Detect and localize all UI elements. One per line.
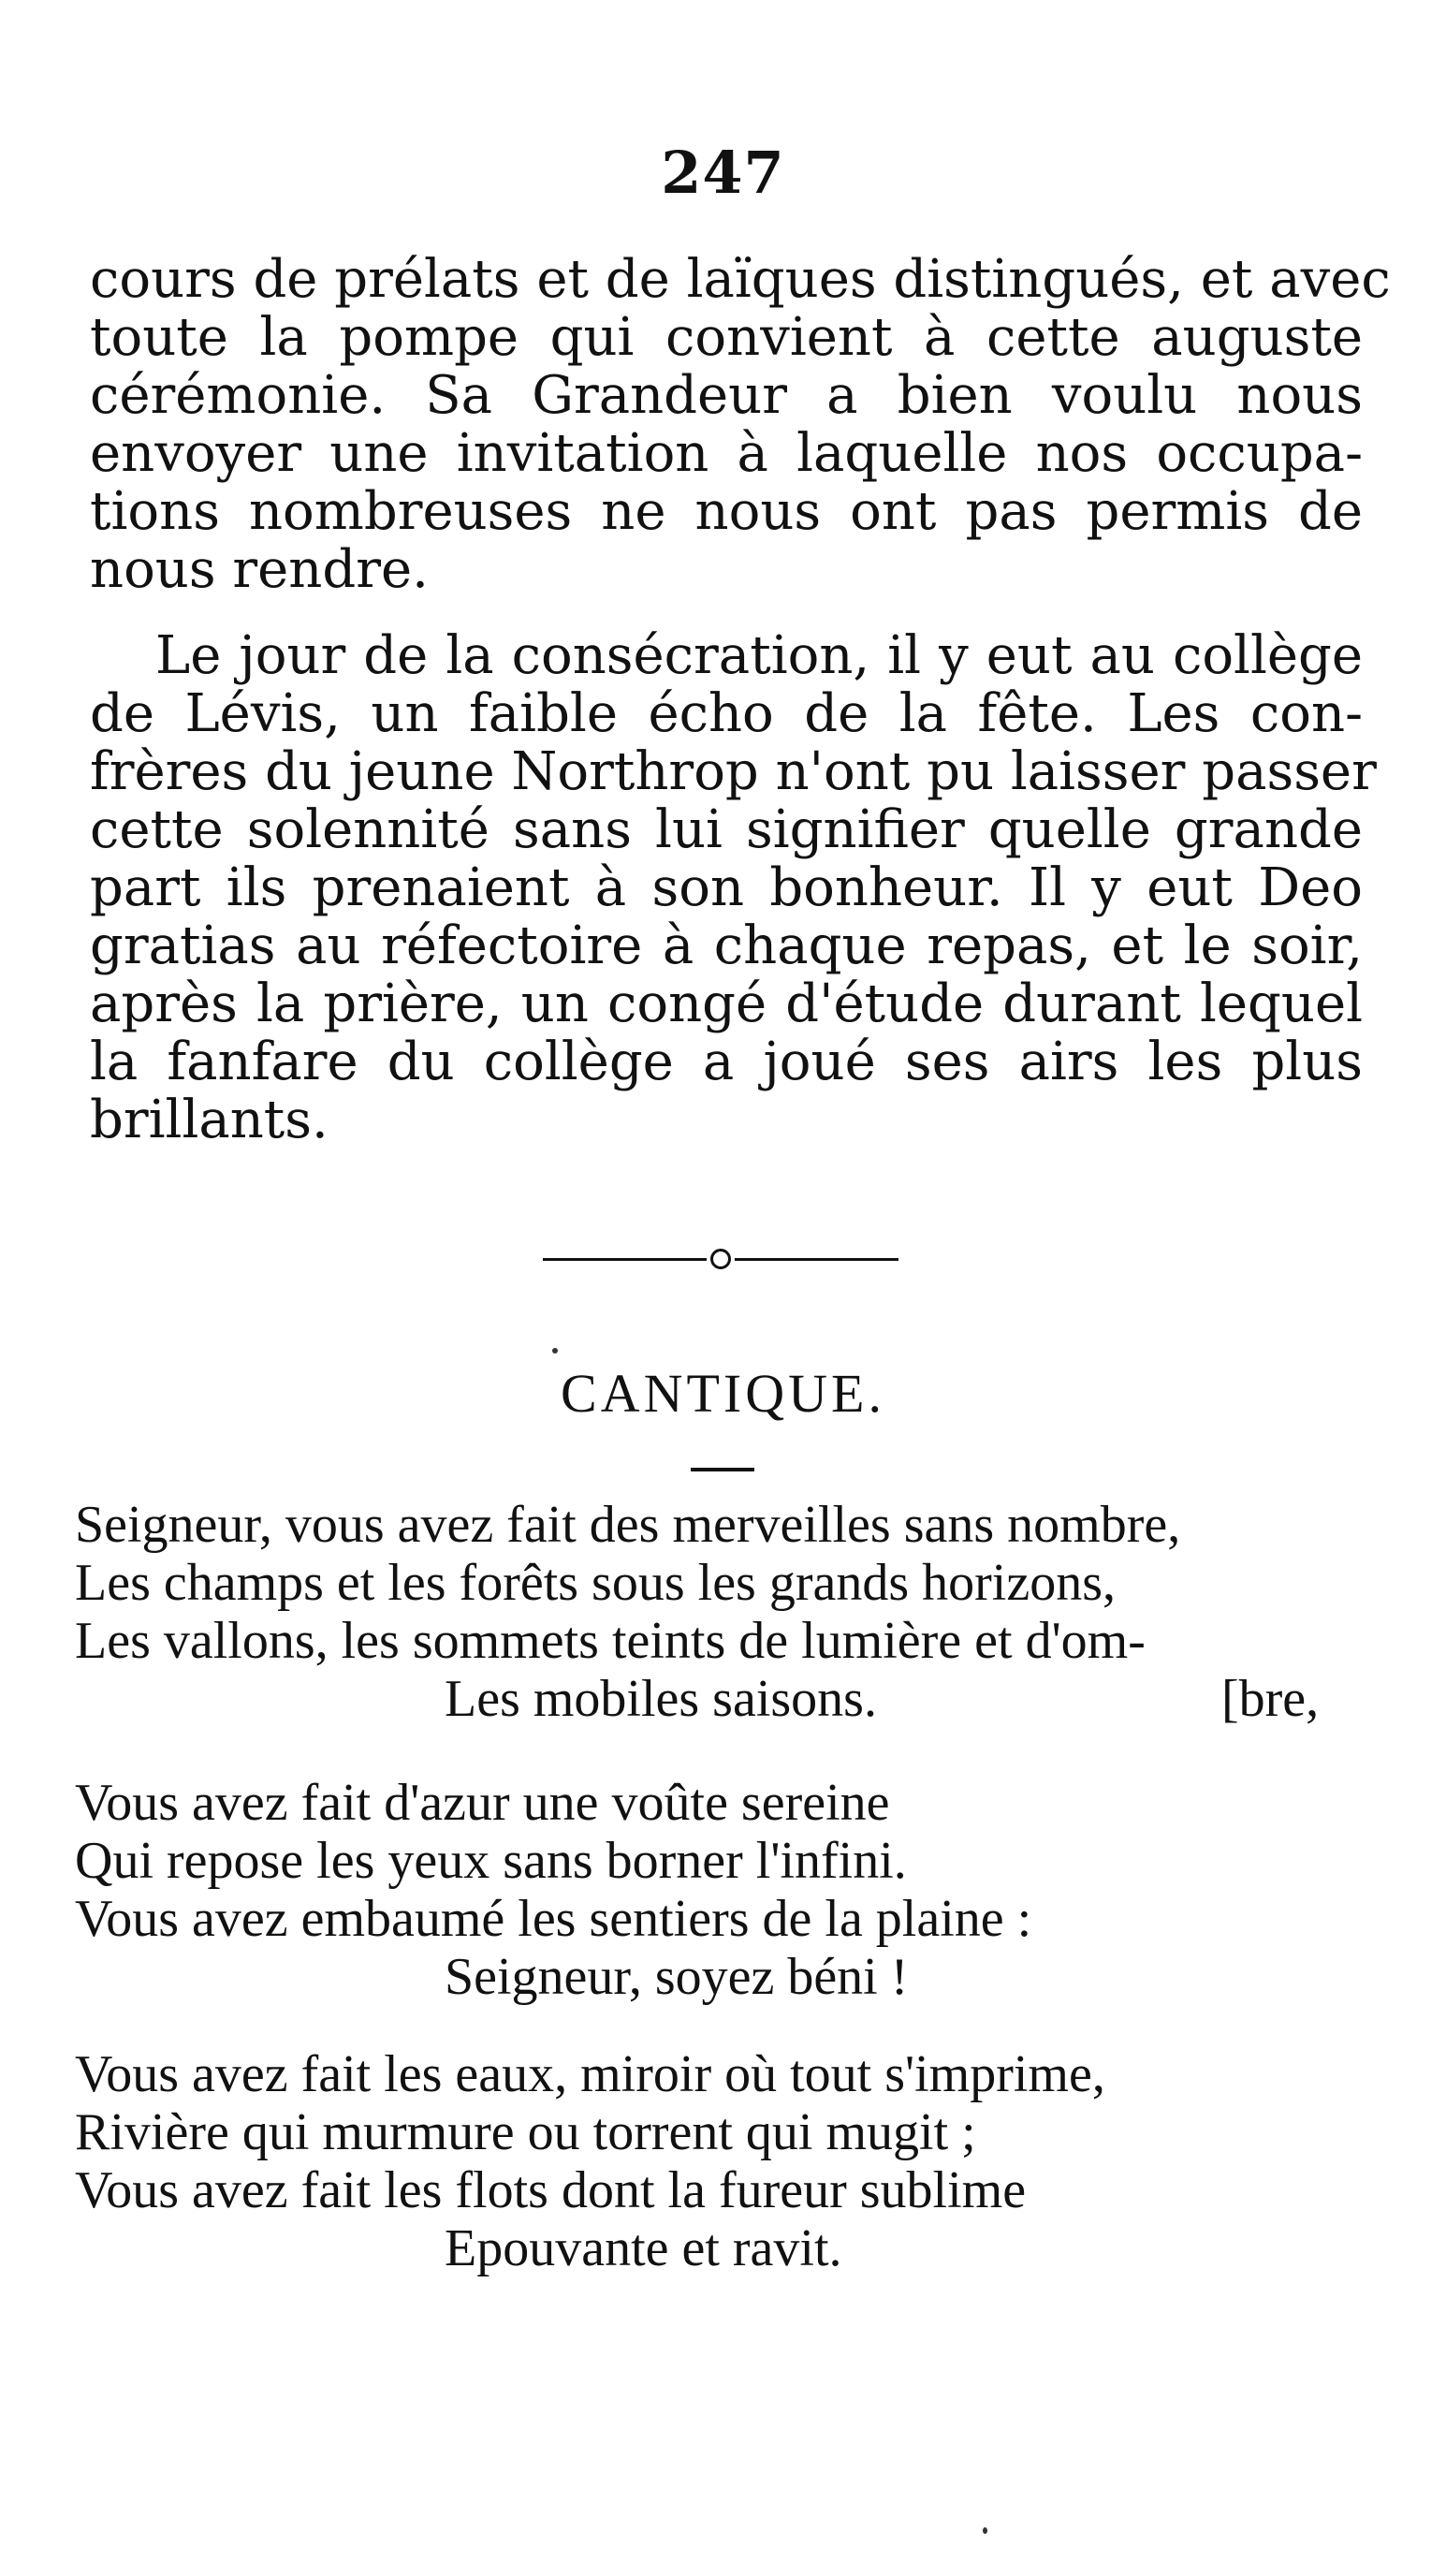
paragraph-line: frères du jeune Northrop n'ont pu laisser passer: [90, 741, 1377, 802]
paragraph-line: la fanfare du collège a joué ses airs les plus: [90, 1032, 1363, 1092]
verse-line: Seigneur, vous avez fait des merveilles sans nombre,: [75, 1496, 1181, 1554]
paragraph-line: brillants.: [90, 1090, 329, 1150]
verse-line: Rivière qui murmure ou torrent qui mugit ;: [75, 2103, 976, 2161]
verse-line: Epouvante et ravit.: [445, 2219, 842, 2277]
verse-line: Les vallons, les sommets teints de lumière et d'om-: [75, 1612, 1146, 1670]
paragraph-line: cette solennité sans lui signifier quelle grande: [90, 799, 1363, 860]
paragraph-line: après la prière, un congé d'étude durant lequel: [90, 973, 1363, 1034]
paragraph-line: nous rendre.: [90, 539, 429, 600]
verse-line: Les champs et les forêts sous les grands horizons,: [75, 1554, 1116, 1612]
paragraph-line: de Lévis, un faible écho de la fête. Les con-: [90, 683, 1363, 744]
verse-line: [75, 1670, 1366, 1728]
verse-text: Les mobiles saisons.: [445, 1670, 877, 1728]
paragraph-line: cours de prélats et de laïques distingués, et avec: [90, 249, 1391, 310]
paragraph-line: gratias au réfectoire à chaque repas, et le soir,: [90, 915, 1363, 976]
paragraph-line: tions nombreuses ne nous ont pas permis de: [90, 481, 1363, 542]
print-speck: [983, 2527, 987, 2534]
verse-line: Vous avez fait les eaux, miroir où tout s'imprime,: [75, 2045, 1105, 2103]
cantique-heading: CANTIQUE.: [561, 1363, 885, 1424]
print-speck: [552, 1348, 558, 1354]
separator-ornament: [710, 1249, 731, 1269]
paragraph-line: Le jour de la consécration, il y eut au collège: [155, 625, 1363, 686]
verse-line: Vous avez fait les flots dont la fureur sublime: [75, 2161, 1027, 2219]
paragraph-2: [90, 625, 1377, 1150]
verse-line: Qui repose les yeux sans borner l'infini.: [75, 1832, 907, 1890]
paragraph-line: envoyer une invitation à laquelle nos occupa-: [90, 423, 1363, 484]
separator-dash: [735, 1258, 898, 1261]
paragraph-1: [90, 249, 1391, 600]
page-number: 247: [661, 139, 785, 207]
paragraph-line: toute la pompe qui convient à cette auguste: [90, 307, 1363, 368]
verse-line: Vous avez fait d'azur une voûte sereine: [75, 1774, 890, 1832]
paragraph-line: part ils prenaient à son bonheur. Il y eut Deo: [90, 857, 1363, 918]
heading-rule: [691, 1468, 754, 1471]
poem-stanza-3: [75, 2045, 1366, 2277]
verse-line: Seigneur, soyez béni !: [445, 1948, 909, 2006]
verse-line: Vous avez embaumé les sentiers de la plaine :: [75, 1890, 1032, 1948]
verse-overflow: [bre,: [1221, 1670, 1320, 1728]
section-separator: [524, 1236, 917, 1282]
poem-stanza-1: [75, 1496, 1366, 1728]
poem-stanza-2: [75, 1774, 1366, 2006]
separator-dash: [543, 1258, 707, 1261]
paragraph-line: cérémonie. Sa Grandeur a bien voulu nous: [90, 365, 1363, 426]
